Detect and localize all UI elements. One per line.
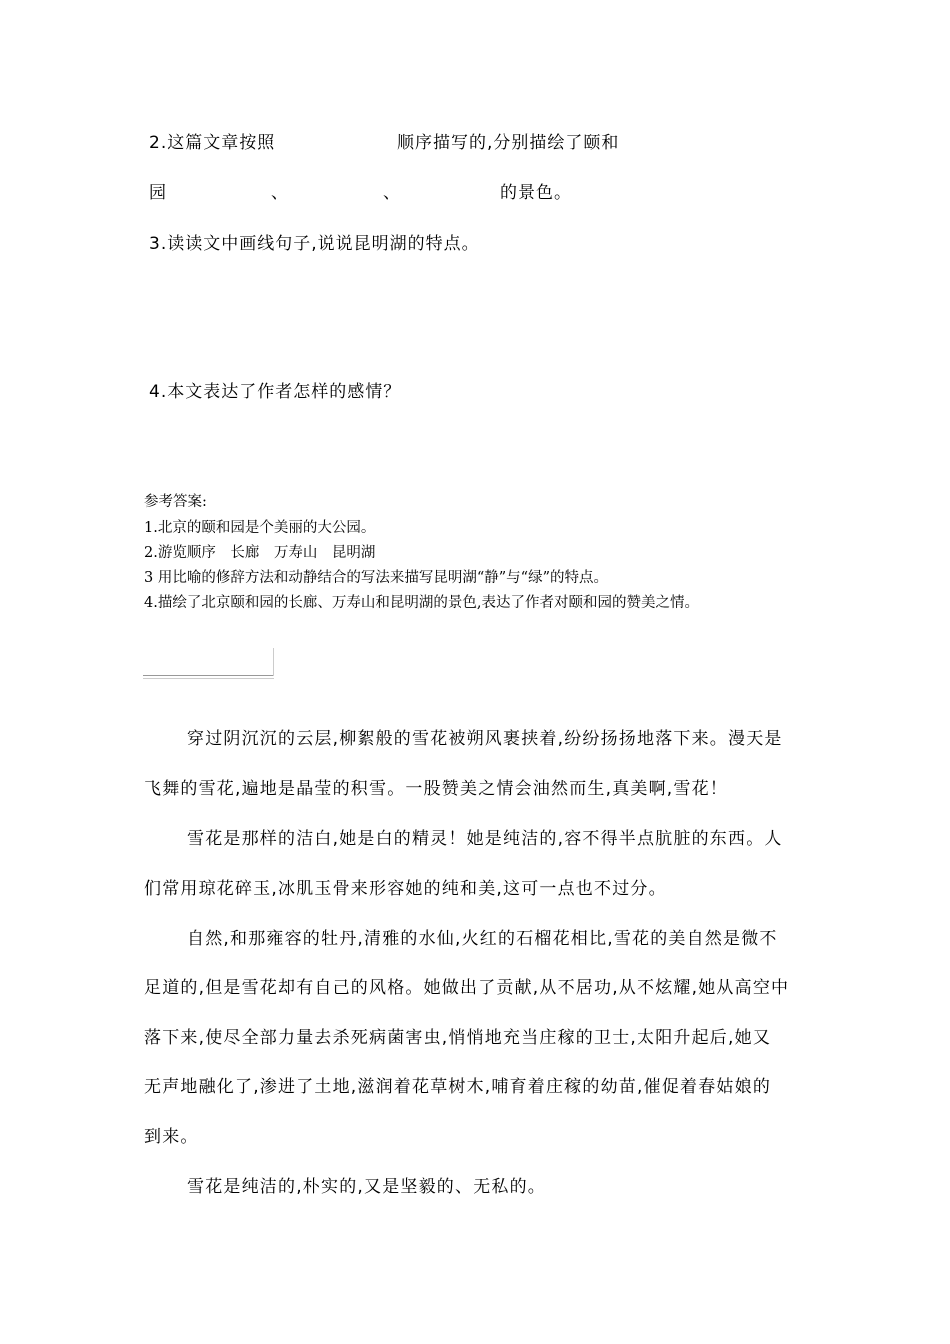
divider-tick (273, 648, 274, 676)
essay-line-3: 雪花是那样的洁白,她是白的精灵！她是纯洁的,容不得半点肮脏的东西。人 (187, 829, 783, 849)
question-4: 4.本文表达了作者怎样的感情？ (149, 382, 402, 402)
essay-line-5: 自然,和那雍容的牡丹,清雅的水仙,火红的石榴花相比,雪花的美自然是微不 (187, 929, 778, 949)
answers-title: 参考答案: (144, 494, 207, 510)
question-2-line2-c: 、 (383, 183, 401, 203)
question-2-line2-b: 、 (271, 183, 289, 203)
answer-item-1: 1.北京的颐和园是个美丽的大公园。 (144, 520, 376, 536)
question-2-line2-d: 的景色。 (500, 183, 572, 203)
answer-item-3: 3 用比喻的修辞方法和动静结合的写法来描写昆明湖“静”与“绿”的特点。 (144, 570, 608, 586)
question-2-line2-a: 园 (149, 183, 167, 203)
question-2-part1: 2.这篇文章按照 (149, 133, 276, 153)
question-3: 3.读读文中画线句子,说说昆明湖的特点。 (149, 234, 480, 254)
essay-line-2: 飞舞的雪花,遍地是晶莹的积雪。一股赞美之情会油然而生,真美啊,雪花！ (144, 779, 729, 799)
section-divider (143, 675, 274, 679)
essay-line-7: 落下来,使尽全部力量去杀死病菌害虫,悄悄地充当庄稼的卫士,太阳升起后,她又 (144, 1028, 772, 1048)
essay-line-10: 雪花是纯洁的,朴实的,又是坚毅的、无私的。 (187, 1177, 547, 1197)
essay-line-4: 们常用琼花碎玉,冰肌玉骨来形容她的纯和美,这可一点也不过分。 (144, 879, 667, 899)
answer-item-2: 2.游览顺序 长廊 万寿山 昆明湖 (144, 545, 376, 561)
question-2-part2: 顺序描写的,分别描绘了颐和 (397, 133, 620, 153)
essay-line-6: 足道的,但是雪花却有自己的风格。她做出了贡献,从不居功,从不炫耀,她从高空中 (144, 978, 790, 998)
essay-line-9: 到来。 (144, 1127, 199, 1147)
essay-line-8: 无声地融化了,渗进了土地,滋润着花草树木,哺育着庄稼的幼苗,催促着春姑娘的 (144, 1077, 772, 1097)
answer-item-4: 4.描绘了北京颐和园的长廊、万寿山和昆明湖的景色,表达了作者对颐和园的赞美之情。 (144, 595, 699, 611)
essay-line-1: 穿过阴沉沉的云层,柳絮般的雪花被朔风裹挟着,纷纷扬扬地落下来。漫天是 (187, 729, 783, 749)
